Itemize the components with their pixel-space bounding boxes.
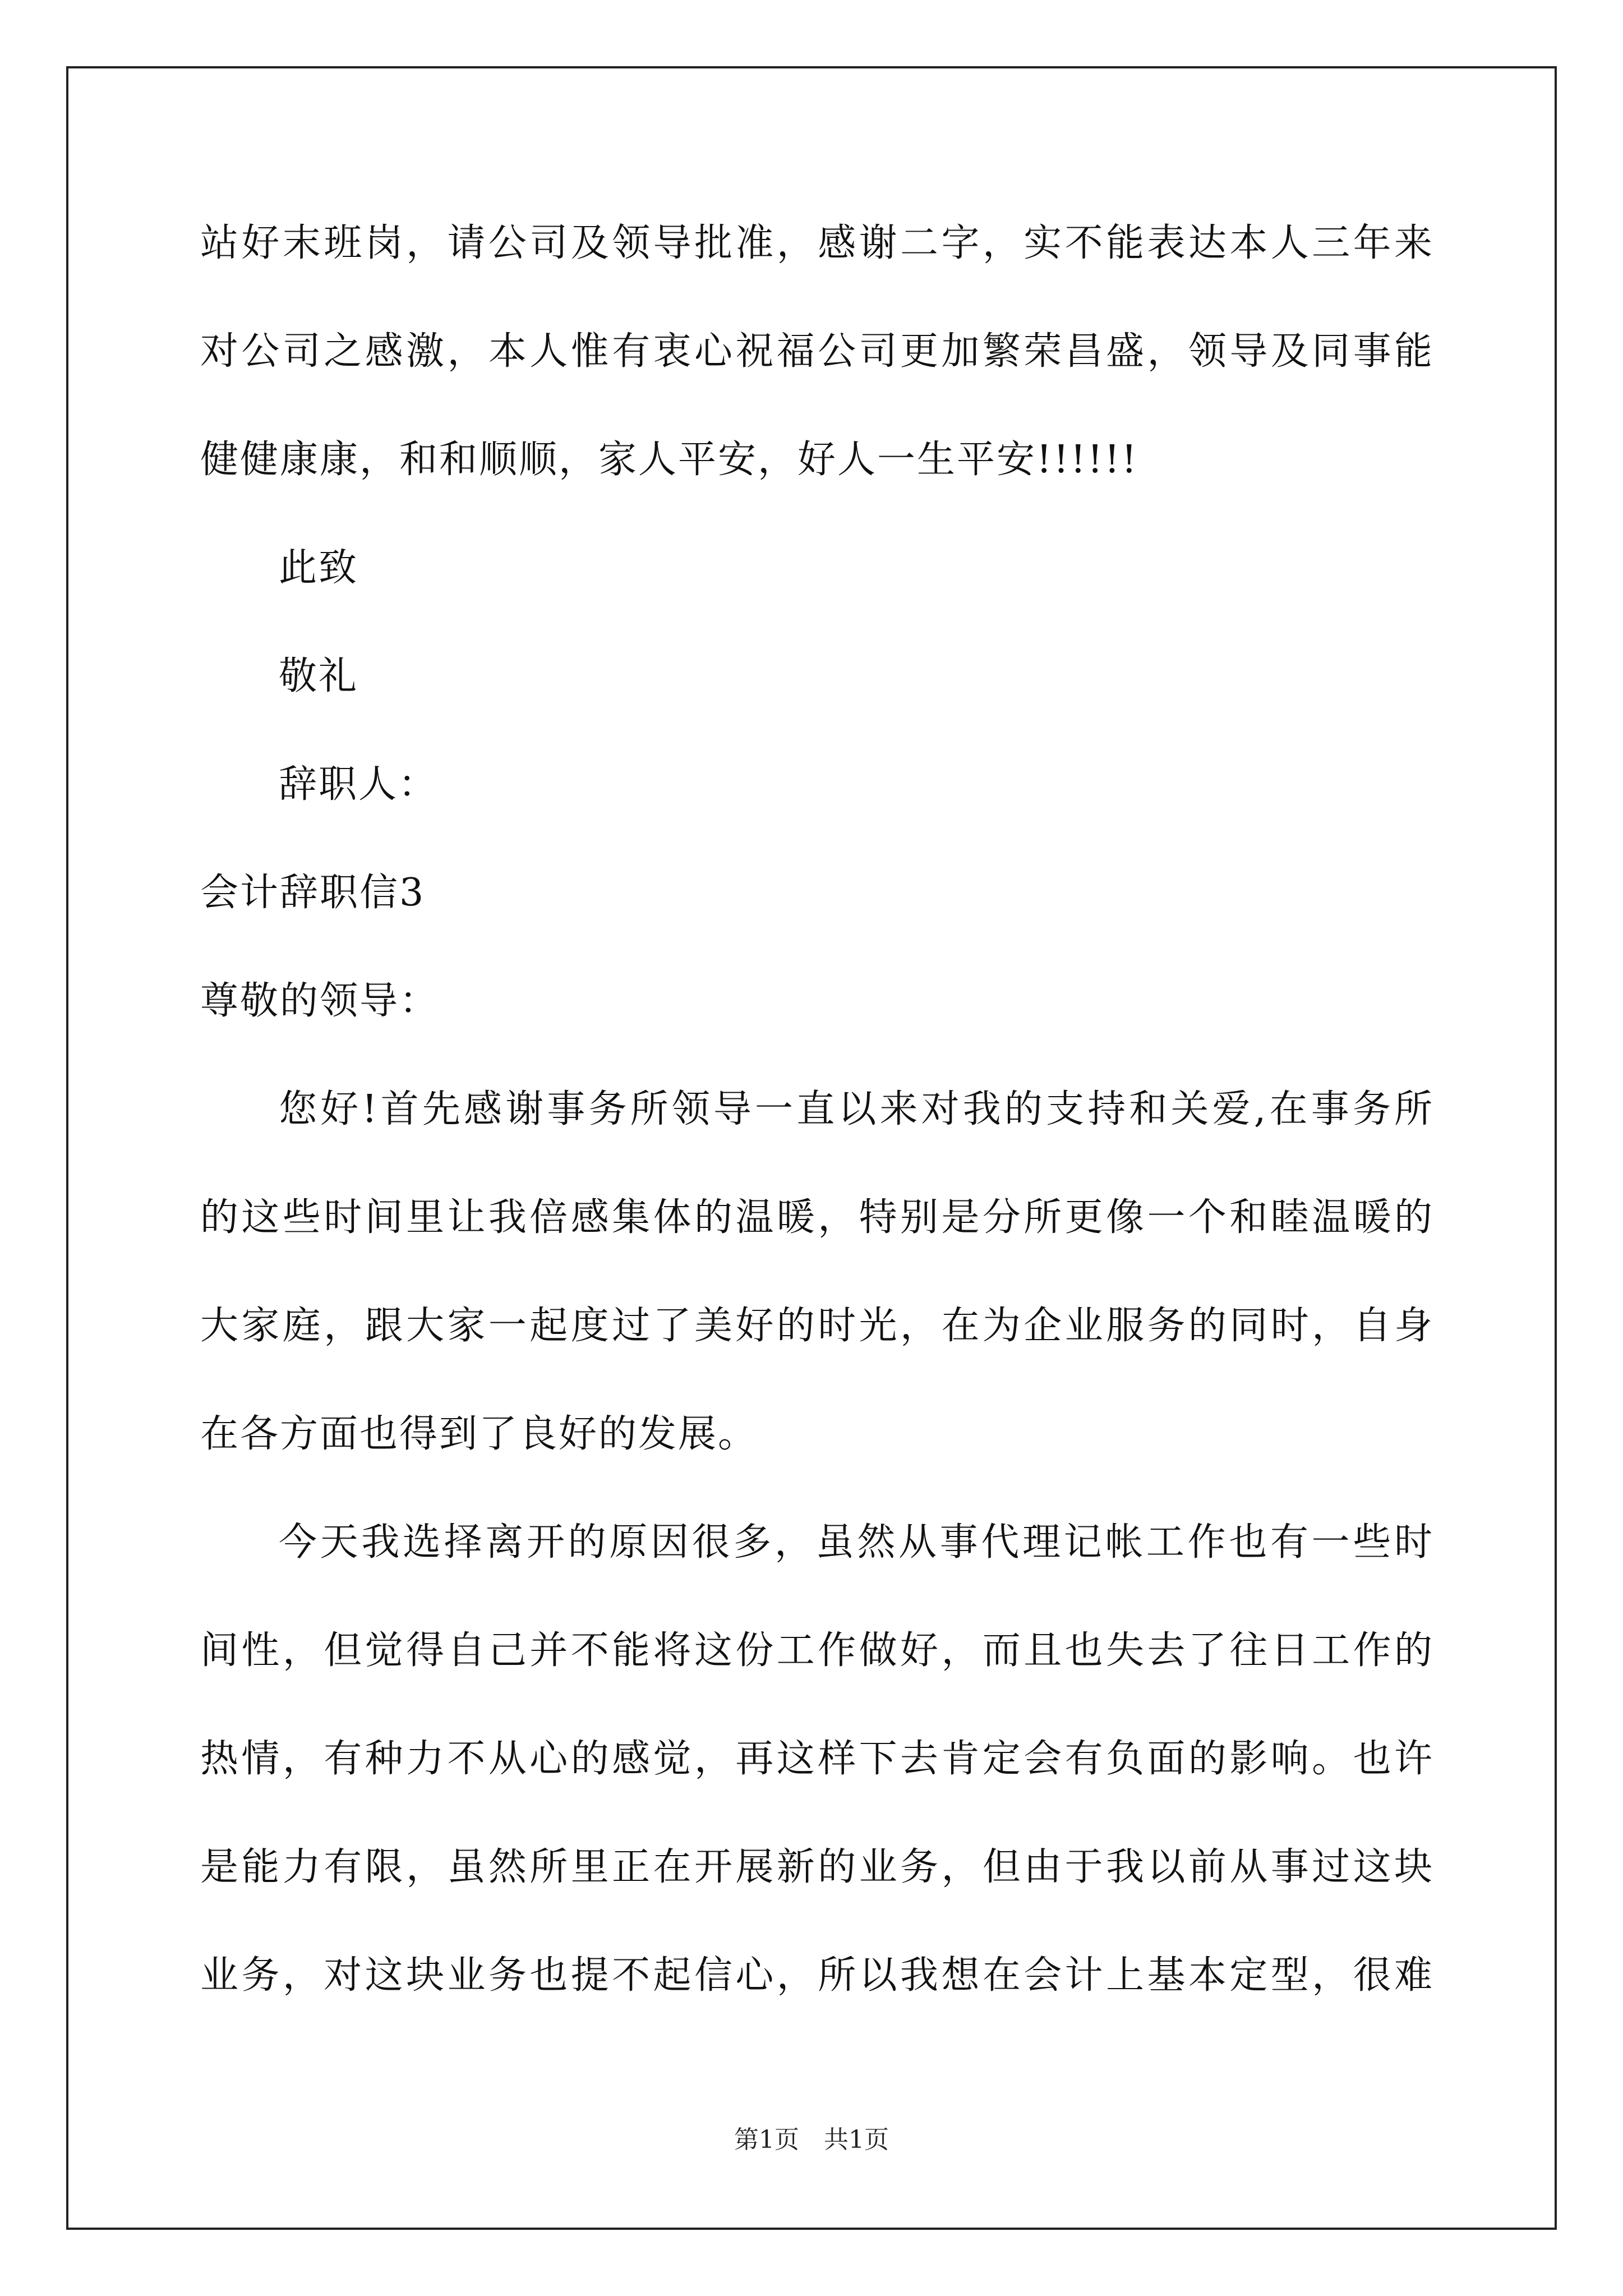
body-line: 间性，但觉得自己并不能将这份工作做好，而且也失去了往日工作的 bbox=[200, 1628, 1434, 1673]
body-line: 热情，有种力不从心的感觉，再这样下去肯定会有负面的影响。也许 bbox=[200, 1737, 1434, 1781]
body-line: 对公司之感激，本人惟有衷心祝福公司更加繁荣昌盛，领导及同事能 bbox=[200, 329, 1434, 374]
body-line: 是能力有限，虽然所里正在开展新的业务，但由于我以前从事过这块 bbox=[200, 1845, 1434, 1889]
body-line: 您好!首先感谢事务所领导一直以来对我的支持和关爱,在事务所 bbox=[279, 1087, 1434, 1131]
closing-regards: 敬礼 bbox=[279, 654, 359, 698]
body-line: 站好末班岗，请公司及领导批准，感谢二字，实不能表达本人三年来 bbox=[200, 221, 1434, 265]
signature-label: 辞职人： bbox=[279, 762, 439, 807]
document-body bbox=[200, 222, 1434, 2063]
closing-salutation: 此致 bbox=[279, 546, 359, 590]
body-line: 的这些时间里让我倍感集体的温暖，特别是分所更像一个和睦温暖的 bbox=[200, 1195, 1434, 1240]
page-number: 第1页 共1页 bbox=[734, 2125, 889, 2154]
body-line: 今天我选择离开的原因很多，虽然从事代理记帐工作也有一些时 bbox=[279, 1520, 1434, 1565]
body-line: 健健康康，和和顺顺，家人平安，好人一生平安!!!!!! bbox=[200, 438, 1138, 482]
body-line: 大家庭，跟大家一起度过了美好的时光，在为企业服务的同时，自身 bbox=[200, 1304, 1434, 1348]
body-line: 业务，对这块业务也提不起信心，所以我想在会计上基本定型，很难 bbox=[200, 1953, 1434, 1998]
section-title: 会计辞职信3 bbox=[200, 871, 426, 915]
body-line: 在各方面也得到了良好的发展。 bbox=[200, 1412, 758, 1456]
greeting: 尊敬的领导： bbox=[200, 979, 440, 1023]
